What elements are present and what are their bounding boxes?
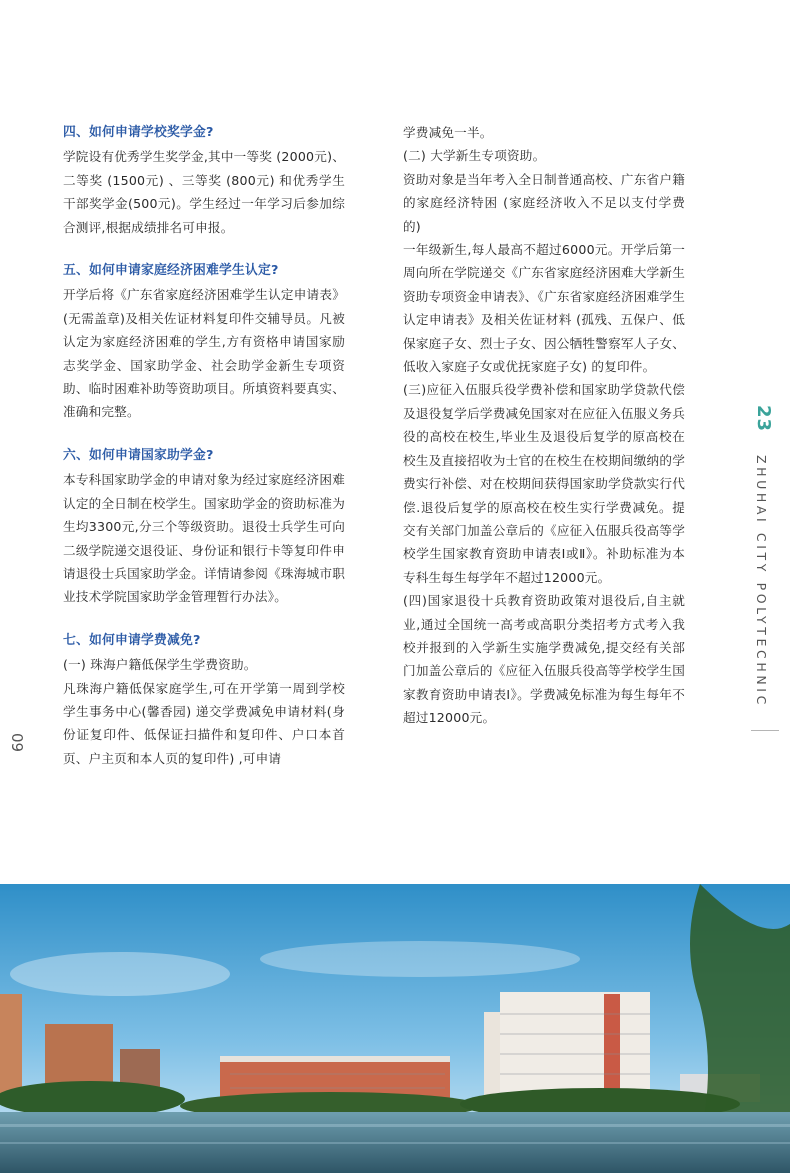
campus-photo: [0, 884, 790, 1173]
paragraph: (四)国家退役十兵教育资助政策对退役后,自主就业,通过全国统一高考或高职分类招考方式考入我校并报到的入学新生实施学费减免,提交经有关部门加盖公章后的《应征入伍服兵役高等学校学生国家教育资助申请表Ⅰ》。学费减免标准为每生每年不超过12000元。: [403, 593, 685, 726]
section-national-grant: [63, 444, 345, 609]
paragraph: 开学后将《广东省家庭经济困难学生认定申请表》(无需盖章)及相关佐证材料复印件交辅导员。凡被认定为家庭经济困难的学生,方有资格申请国家励志奖学金、国家助学金、社会助学金新生专项资助、临时困难补助等资助项目。所填资料要真实、准确和完整。: [63, 287, 345, 420]
paragraph: (二) 大学新生专项资助。: [403, 148, 546, 164]
right-column: [403, 121, 685, 730]
paragraph: 学费减免一半。: [403, 125, 493, 140]
paragraph: (一) 珠海户籍低保学生学费资助。: [63, 657, 257, 673]
section-heading: 五、如何申请家庭经济困难学生认定?: [63, 263, 279, 279]
section-scholarship: [63, 121, 345, 239]
section-heading: 七、如何申请学费减免?: [63, 632, 201, 648]
paragraph: 凡珠海户籍低保家庭学生,可在开学第一周到学校学生事务中心(馨香园) 递交学费减免申请材料(身份证复印件、低保证扫描件和复印件、户口本首页、户主页和本人页的复印件) ,可申请: [63, 680, 345, 766]
page-number: 09: [8, 733, 26, 753]
paragraph: (三)应征入伍服兵役学费补偿和国家助学贷款代偿及退役复学后学费减免国家对在应征入伍服义务兵役的高校在校生,毕业生及退役后复学的原高校在校生及直接招收为士官的在校生在校期间缴纳的学费实行补偿、对在校期间获得国家助学贷款实行代偿.退役后复学的原高校在校生实行学费减免。提交有关部门加盖公章后的《应征入伍服兵役高等学校学生国家教育资助申请表Ⅰ或Ⅱ》。补助标准为本专科生每生每学年不超过12000元。: [403, 382, 685, 585]
section-heading: 六、如何申请国家助学金?: [63, 447, 214, 463]
paragraph: 学院设有优秀学生奖学金,其中一等奖 (2000元)、二等奖 (1500元) 、三等奖 (800元) 和优秀学生干部奖学金(500元)。学生经过一年学习后参加综合测评,根据成绩排名可申报。: [63, 149, 345, 235]
paragraph: 一年级新生,每人最高不超过6000元。开学后第一周向所在学院递交《广东省家庭经济困难大学新生资助专项资金申请表》、《广东省家庭经济困难学生认定申请表》及相关佐证材料 (孤残、五保户、低保家庭子女、烈士子女、因公牺牲警察军人子女、低收入家庭子女或优抚家庭子女) 的复印件。: [403, 242, 685, 375]
section-heading: 四、如何申请学校奖学金?: [63, 125, 214, 140]
campus-illustration: [0, 884, 790, 1173]
section-hardship-recognition: [63, 259, 345, 424]
paragraph: 资助对象是当年考入全日制普通高校、广东省户籍的家庭经济特困 (家庭经济收入不足以支付学费的): [403, 171, 685, 234]
vertical-sidebar: [745, 405, 781, 770]
left-column: [63, 121, 345, 790]
sidebar-number: 23: [753, 405, 774, 433]
sidebar-divider: [751, 730, 779, 731]
sidebar-school-name: ZHUHAI CITY POLYTECHNIC: [754, 455, 769, 708]
paragraph: 本专科国家助学金的申请对象为经过家庭经济困难认定的全日制在校学生。国家助学金的资助标准为生均3300元,分三个等级资助。退役士兵学生可向二级学院递交退役证、身份证和银行卡等复印件申请退役士兵国家助学金。详情请参阅《珠海城市职业技术学院国家助学金管理暂行办法》。: [63, 472, 345, 605]
section-tuition-reduction: [63, 629, 345, 770]
